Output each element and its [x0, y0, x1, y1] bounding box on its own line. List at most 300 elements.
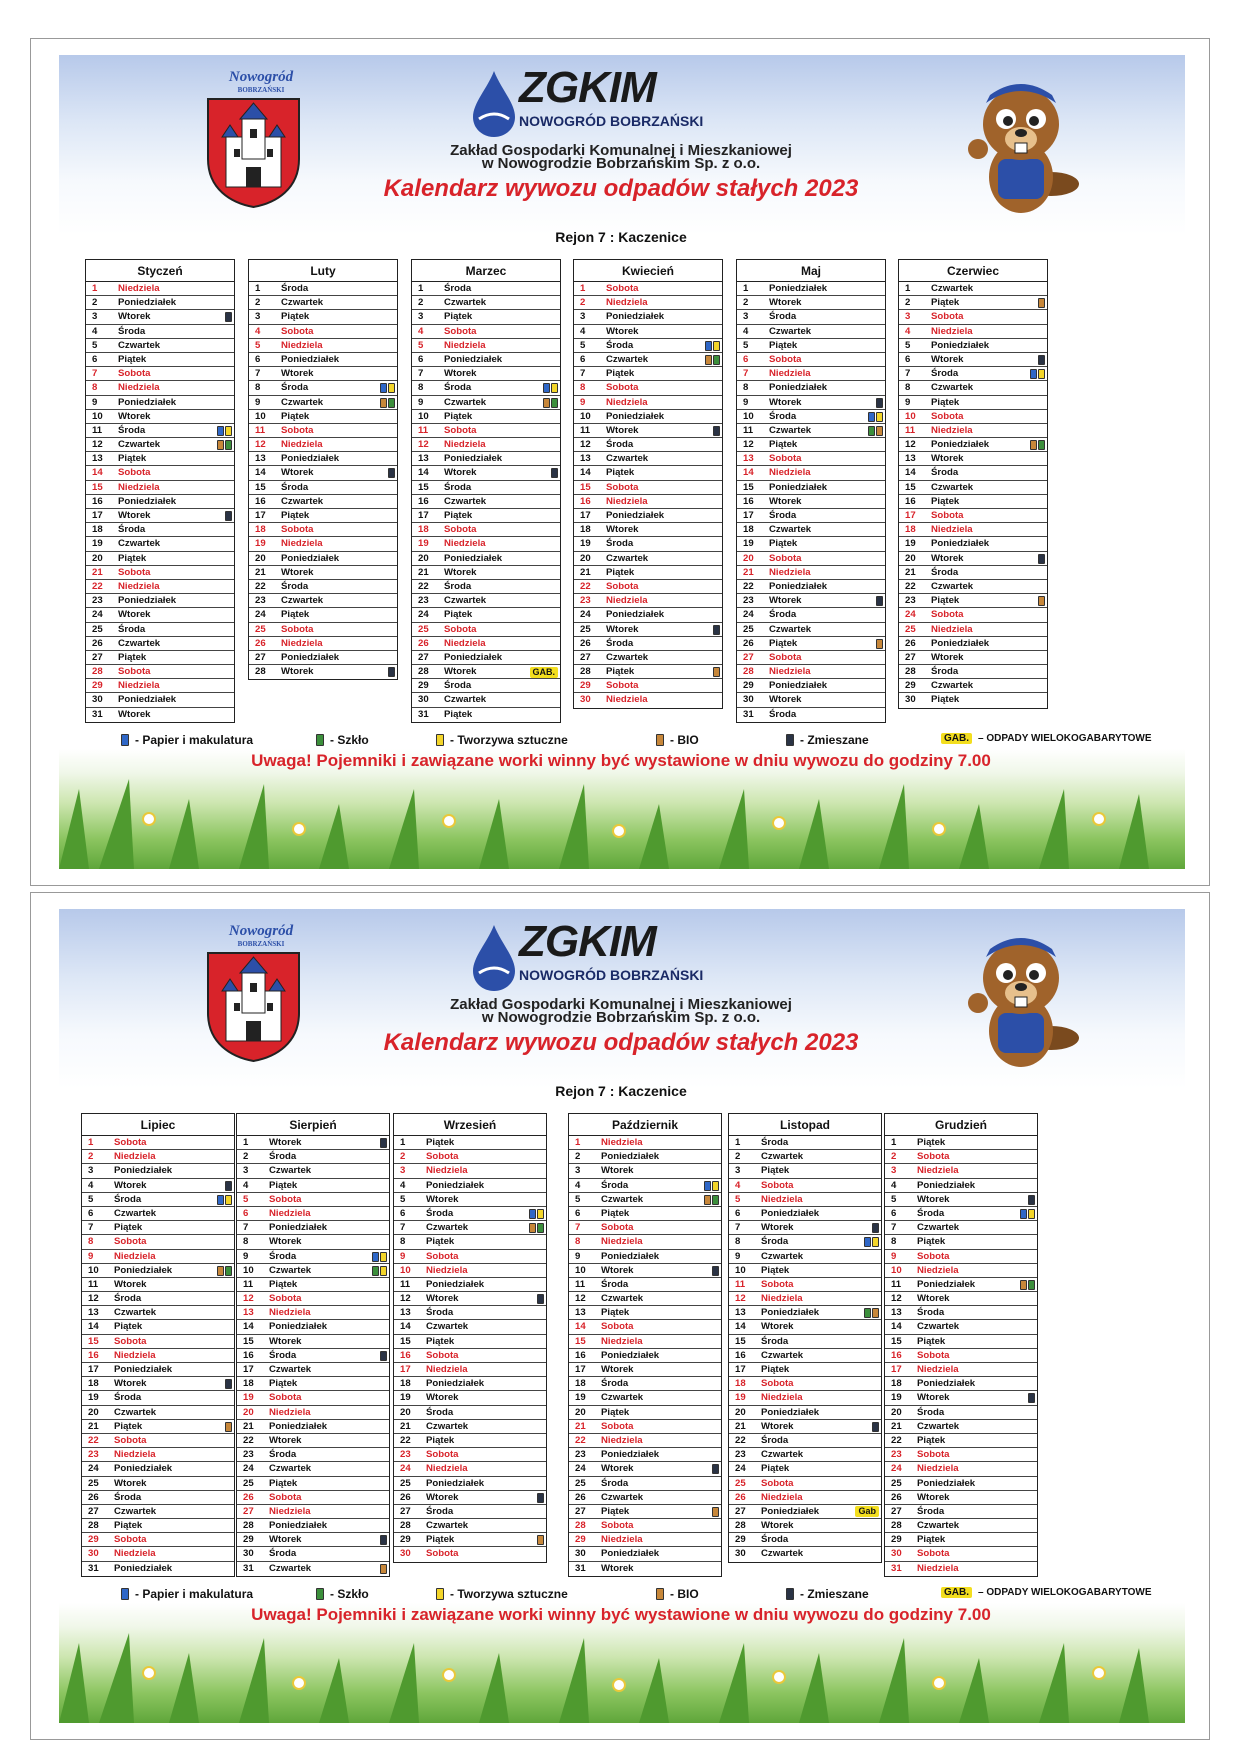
- day-weekday: Czwartek: [118, 538, 161, 550]
- day-row: [249, 552, 397, 566]
- day-number: 26: [735, 1491, 746, 1503]
- day-number: 21: [743, 566, 754, 578]
- bio-bin-icon: [380, 1564, 387, 1574]
- day-row: [249, 353, 397, 367]
- day-number: 14: [575, 1321, 586, 1333]
- month-table: [411, 259, 561, 723]
- glass-bin-icon: [868, 426, 875, 436]
- day-weekday: Piątek: [917, 1434, 946, 1446]
- day-weekday: Środa: [761, 1434, 789, 1446]
- day-row: [899, 537, 1047, 551]
- day-row: [574, 396, 722, 410]
- day-row: [86, 452, 234, 466]
- day-weekday: Wtorek: [281, 666, 314, 678]
- day-weekday: Wtorek: [931, 552, 964, 564]
- day-weekday: Sobota: [281, 424, 314, 436]
- day-weekday: Poniedziałek: [917, 1477, 976, 1489]
- day-number: 7: [88, 1222, 94, 1234]
- day-number: 14: [891, 1321, 902, 1333]
- day-row: [412, 608, 560, 622]
- day-row: [574, 665, 722, 679]
- day-weekday: Wtorek: [601, 1463, 634, 1475]
- glass-bin-icon: [1028, 1280, 1035, 1290]
- day-weekday: Piątek: [931, 396, 960, 408]
- collection-marks: [225, 1422, 232, 1432]
- day-row: [885, 1363, 1037, 1377]
- bio-bin-icon: [537, 1535, 544, 1545]
- legend-bio: - BIO: [656, 1587, 699, 1601]
- mixed-bin-icon: [380, 1351, 387, 1361]
- day-row: [412, 537, 560, 551]
- day-weekday: Piątek: [601, 1406, 630, 1418]
- collection-marks: [529, 1223, 544, 1233]
- day-number: 8: [735, 1236, 741, 1248]
- collection-marks: [529, 1209, 544, 1219]
- day-weekday: Wtorek: [606, 524, 639, 536]
- day-weekday: Wtorek: [769, 495, 802, 507]
- zgkim-logo: [471, 63, 704, 141]
- day-weekday: Środa: [769, 311, 797, 323]
- day-row: [394, 1349, 546, 1363]
- day-weekday: Czwartek: [931, 580, 974, 592]
- day-weekday: Czwartek: [931, 382, 974, 394]
- day-row: [249, 509, 397, 523]
- day-row: [569, 1462, 721, 1476]
- day-weekday: Wtorek: [931, 651, 964, 663]
- day-number: 6: [88, 1207, 94, 1219]
- day-row: [86, 282, 234, 296]
- day-number: 3: [400, 1165, 406, 1177]
- day-number: 25: [575, 1477, 586, 1489]
- zgkim-logo: [471, 917, 704, 995]
- day-number: 25: [243, 1477, 254, 1489]
- day-row: [569, 1363, 721, 1377]
- day-weekday: Sobota: [601, 1321, 634, 1333]
- day-weekday: Poniedziałek: [769, 481, 828, 493]
- day-number: 3: [735, 1165, 741, 1177]
- day-row: [899, 381, 1047, 395]
- day-weekday: Środa: [606, 637, 634, 649]
- day-number: 3: [743, 311, 749, 323]
- collection-marks: [217, 440, 232, 450]
- day-number: 20: [891, 1406, 902, 1418]
- day-number: 21: [88, 1420, 99, 1432]
- day-weekday: Wtorek: [269, 1534, 302, 1546]
- day-number: 11: [418, 424, 429, 436]
- collection-marks: [1038, 596, 1045, 606]
- plastic-bin-icon: [876, 412, 883, 422]
- day-number: 30: [905, 694, 916, 706]
- day-row: [574, 495, 722, 509]
- day-weekday: Środa: [769, 708, 797, 720]
- day-row: [737, 608, 885, 622]
- day-weekday: Piątek: [606, 666, 635, 678]
- day-row: [885, 1434, 1037, 1448]
- day-row: [82, 1420, 234, 1434]
- plastic-bin-icon: [713, 341, 720, 351]
- day-number: 15: [735, 1335, 746, 1347]
- day-number: 13: [400, 1307, 411, 1319]
- day-weekday: Niedziela: [281, 637, 323, 649]
- day-weekday: Poniedziałek: [917, 1179, 976, 1191]
- day-weekday: Sobota: [118, 467, 151, 479]
- day-number: 3: [891, 1165, 897, 1177]
- day-number: 16: [575, 1349, 586, 1361]
- day-number: 5: [580, 339, 586, 351]
- day-weekday: Sobota: [426, 1449, 459, 1461]
- day-weekday: Poniedziałek: [426, 1378, 485, 1390]
- day-weekday: Poniedziałek: [281, 353, 340, 365]
- day-weekday: Sobota: [269, 1193, 302, 1205]
- day-weekday: Sobota: [269, 1293, 302, 1305]
- day-number: 28: [88, 1520, 99, 1532]
- day-row: [569, 1179, 721, 1193]
- day-row: [899, 310, 1047, 324]
- day-weekday: Piątek: [761, 1165, 790, 1177]
- day-number: 23: [735, 1449, 746, 1461]
- day-weekday: Niedziela: [601, 1534, 643, 1546]
- plastic-bin-icon: [712, 1181, 719, 1191]
- day-row: [885, 1420, 1037, 1434]
- day-weekday: Czwartek: [761, 1250, 804, 1262]
- day-weekday: Sobota: [917, 1250, 950, 1262]
- day-weekday: Środa: [931, 566, 959, 578]
- day-row: [729, 1150, 881, 1164]
- mixed-bin-icon: [225, 312, 232, 322]
- day-number: 1: [88, 1137, 94, 1148]
- collection-marks: [868, 426, 883, 436]
- day-number: 26: [905, 637, 916, 649]
- day-number: 27: [88, 1505, 99, 1517]
- day-number: 13: [743, 453, 754, 465]
- day-row: [569, 1264, 721, 1278]
- collection-marks: [713, 667, 720, 677]
- day-row: [86, 481, 234, 495]
- day-number: 3: [255, 311, 261, 323]
- day-weekday: Czwartek: [444, 396, 487, 408]
- day-weekday: Czwartek: [118, 637, 161, 649]
- day-row: [729, 1477, 881, 1491]
- day-number: 13: [88, 1307, 99, 1319]
- day-row: [86, 608, 234, 622]
- day-number: 24: [735, 1463, 746, 1475]
- day-row: [412, 296, 560, 310]
- mixed-bin-icon: [713, 426, 720, 436]
- day-number: 30: [92, 694, 103, 706]
- day-number: 5: [88, 1193, 94, 1205]
- day-weekday: Piątek: [118, 651, 147, 663]
- day-number: 27: [905, 651, 916, 663]
- day-row: [412, 708, 560, 722]
- day-weekday: Niedziela: [444, 439, 486, 451]
- day-weekday: Środa: [281, 580, 309, 592]
- day-weekday: Sobota: [917, 1548, 950, 1560]
- day-row: [737, 481, 885, 495]
- day-number: 12: [743, 439, 754, 451]
- day-row: [82, 1462, 234, 1476]
- day-row: [885, 1547, 1037, 1561]
- day-weekday: Poniedziałek: [426, 1477, 485, 1489]
- day-weekday: Czwartek: [601, 1491, 644, 1503]
- day-number: 1: [743, 283, 749, 294]
- day-row: [569, 1278, 721, 1292]
- day-weekday: Środa: [917, 1207, 945, 1219]
- collection-marks: [1030, 369, 1045, 379]
- day-weekday: Piątek: [281, 311, 310, 323]
- collection-marks: [1020, 1280, 1035, 1290]
- day-row: [899, 396, 1047, 410]
- day-row: [729, 1349, 881, 1363]
- day-number: 16: [418, 495, 429, 507]
- day-number: 17: [255, 510, 266, 521]
- glass-bin-icon: [864, 1308, 871, 1318]
- day-row: [737, 693, 885, 707]
- day-number: 9: [575, 1250, 581, 1262]
- day-weekday: Piątek: [114, 1520, 143, 1532]
- day-row: [237, 1547, 389, 1561]
- day-number: 2: [418, 297, 424, 309]
- day-number: 15: [92, 481, 103, 493]
- day-weekday: Poniedziałek: [931, 439, 990, 451]
- day-weekday: Środa: [606, 538, 634, 550]
- day-number: 4: [743, 325, 749, 337]
- day-number: 18: [891, 1378, 902, 1390]
- day-number: 12: [400, 1293, 411, 1305]
- day-weekday: Piątek: [769, 538, 798, 550]
- day-number: 17: [400, 1364, 411, 1375]
- day-number: 15: [743, 481, 754, 493]
- paper-bin-icon: [380, 383, 387, 393]
- day-weekday: Sobota: [917, 1449, 950, 1461]
- day-row: [82, 1448, 234, 1462]
- day-number: 10: [580, 410, 591, 422]
- plastic-bin-icon: [1028, 1209, 1035, 1219]
- day-row: [412, 466, 560, 480]
- day-weekday: Czwartek: [761, 1349, 804, 1361]
- day-row: [412, 580, 560, 594]
- day-row: [899, 509, 1047, 523]
- day-row: [86, 438, 234, 452]
- day-row: [249, 438, 397, 452]
- day-row: [394, 1221, 546, 1235]
- day-row: [899, 693, 1047, 707]
- day-row: [569, 1406, 721, 1420]
- month-name: Lipiec: [82, 1114, 234, 1136]
- day-row: [885, 1179, 1037, 1193]
- mixed-bin-icon: [537, 1493, 544, 1503]
- day-row: [569, 1136, 721, 1150]
- day-number: 10: [743, 410, 754, 422]
- day-row: [885, 1193, 1037, 1207]
- day-weekday: Sobota: [601, 1222, 634, 1234]
- day-number: 31: [92, 708, 103, 720]
- day-number: 4: [88, 1179, 94, 1191]
- legend: [101, 733, 1161, 749]
- day-weekday: Sobota: [931, 609, 964, 621]
- day-number: 23: [243, 1449, 254, 1461]
- day-weekday: Wtorek: [444, 566, 477, 578]
- day-weekday: Czwartek: [606, 453, 649, 465]
- day-row: [574, 580, 722, 594]
- day-weekday: Wtorek: [118, 510, 151, 521]
- day-row: [249, 424, 397, 438]
- day-weekday: Poniedziałek: [769, 283, 828, 294]
- day-number: 7: [580, 368, 586, 380]
- day-row: [574, 693, 722, 707]
- day-row: [237, 1349, 389, 1363]
- day-row: [574, 452, 722, 466]
- day-weekday: Wtorek: [769, 297, 802, 309]
- day-weekday: Piątek: [769, 439, 798, 451]
- day-number: 22: [243, 1434, 254, 1446]
- day-row: [885, 1150, 1037, 1164]
- day-weekday: Poniedziałek: [118, 297, 177, 309]
- day-number: 12: [905, 439, 916, 451]
- day-row: [86, 708, 234, 722]
- day-weekday: Środa: [444, 481, 472, 493]
- day-row: [899, 296, 1047, 310]
- day-weekday: Czwartek: [606, 651, 649, 663]
- day-number: 31: [575, 1562, 586, 1574]
- mixed-bin-icon: [786, 1588, 794, 1600]
- day-row: [569, 1547, 721, 1561]
- day-number: 4: [580, 325, 586, 337]
- day-weekday: Wtorek: [917, 1392, 950, 1404]
- legend-mixed: - Zmieszane: [786, 733, 869, 747]
- day-weekday: Sobota: [931, 510, 964, 521]
- collection-marks: [380, 383, 395, 393]
- bio-bin-icon: [1038, 596, 1045, 606]
- day-weekday: Czwartek: [269, 1562, 312, 1574]
- day-row: [394, 1547, 546, 1561]
- day-weekday: Niedziela: [444, 538, 486, 550]
- day-weekday: Poniedziałek: [426, 1179, 485, 1191]
- day-weekday: Środa: [269, 1548, 297, 1560]
- day-row: [82, 1278, 234, 1292]
- day-row: [82, 1207, 234, 1221]
- glass-bin-icon: [713, 355, 720, 365]
- day-row: [899, 637, 1047, 651]
- collection-marks: [712, 1266, 719, 1276]
- day-number: 4: [243, 1179, 249, 1191]
- day-number: 7: [743, 368, 749, 380]
- day-row: [394, 1335, 546, 1349]
- day-number: 15: [575, 1335, 586, 1347]
- plastic-bin-icon: [872, 1237, 879, 1247]
- day-weekday: Niedziela: [118, 680, 160, 692]
- day-weekday: Piątek: [444, 311, 473, 323]
- day-number: 5: [418, 339, 424, 351]
- day-number: 18: [905, 524, 916, 536]
- day-number: 6: [891, 1207, 897, 1219]
- day-number: 16: [891, 1349, 902, 1361]
- day-row: [569, 1519, 721, 1533]
- day-row: [412, 566, 560, 580]
- day-number: 10: [418, 410, 429, 422]
- day-number: 9: [88, 1250, 94, 1262]
- day-number: 26: [255, 637, 266, 649]
- day-row: [574, 282, 722, 296]
- day-row: [729, 1292, 881, 1306]
- collection-marks: [1020, 1209, 1035, 1219]
- day-weekday: Środa: [917, 1307, 945, 1319]
- day-number: 27: [735, 1505, 746, 1517]
- mixed-bin-icon: [551, 468, 558, 478]
- day-number: 16: [88, 1349, 99, 1361]
- day-weekday: Czwartek: [917, 1520, 960, 1532]
- day-number: 21: [580, 566, 591, 578]
- day-row: [737, 637, 885, 651]
- day-row: [82, 1363, 234, 1377]
- day-row: [574, 296, 722, 310]
- day-number: 22: [743, 580, 754, 592]
- day-number: 8: [575, 1236, 581, 1248]
- collection-marks: [530, 667, 559, 677]
- day-number: 21: [735, 1420, 746, 1432]
- collection-marks: [712, 1507, 719, 1517]
- month-table: [884, 1113, 1038, 1577]
- collection-marks: [217, 1266, 232, 1276]
- day-weekday: Wtorek: [931, 453, 964, 465]
- day-row: [249, 594, 397, 608]
- day-number: 6: [92, 353, 98, 365]
- logo-wordmark: ZGKIM: [519, 63, 656, 112]
- day-number: 2: [580, 297, 586, 309]
- day-row: [412, 410, 560, 424]
- plastic-bin-icon: [1038, 369, 1045, 379]
- day-number: 2: [905, 297, 911, 309]
- day-number: 25: [88, 1477, 99, 1489]
- day-row: [885, 1406, 1037, 1420]
- day-weekday: Poniedziałek: [606, 609, 665, 621]
- mixed-bin-icon: [872, 1422, 879, 1432]
- day-weekday: Piątek: [917, 1137, 946, 1148]
- day-row: [569, 1505, 721, 1519]
- day-weekday: Niedziela: [281, 538, 323, 550]
- day-number: 26: [88, 1491, 99, 1503]
- day-weekday: Niedziela: [444, 339, 486, 351]
- day-number: 26: [743, 637, 754, 649]
- day-row: [885, 1235, 1037, 1249]
- day-number: 5: [400, 1193, 406, 1205]
- day-weekday: Środa: [269, 1250, 297, 1262]
- day-row: [86, 552, 234, 566]
- collection-marks: [872, 1223, 879, 1233]
- day-weekday: Poniedziałek: [118, 694, 177, 706]
- day-row: [574, 438, 722, 452]
- day-weekday: Piątek: [931, 595, 960, 607]
- day-row: [237, 1562, 389, 1576]
- day-weekday: Wtorek: [769, 694, 802, 706]
- company-name-line1: Zakład Gospodarki Komunalnej i Mieszkaniowej: [450, 996, 792, 1013]
- day-weekday: Środa: [917, 1505, 945, 1517]
- bio-bin-icon: [872, 1308, 879, 1318]
- day-row: [899, 608, 1047, 622]
- paper-bin-icon: [529, 1209, 536, 1219]
- mixed-bin-icon: [225, 511, 232, 521]
- day-weekday: Piątek: [269, 1179, 298, 1191]
- day-number: 14: [418, 467, 429, 479]
- day-number: 5: [255, 339, 261, 351]
- collection-marks: [225, 1181, 232, 1191]
- day-row: [737, 679, 885, 693]
- day-row: [574, 339, 722, 353]
- day-row: [237, 1207, 389, 1221]
- day-row: [885, 1533, 1037, 1547]
- day-row: [412, 665, 560, 679]
- day-row: [412, 509, 560, 523]
- mixed-bin-icon: [1038, 554, 1045, 564]
